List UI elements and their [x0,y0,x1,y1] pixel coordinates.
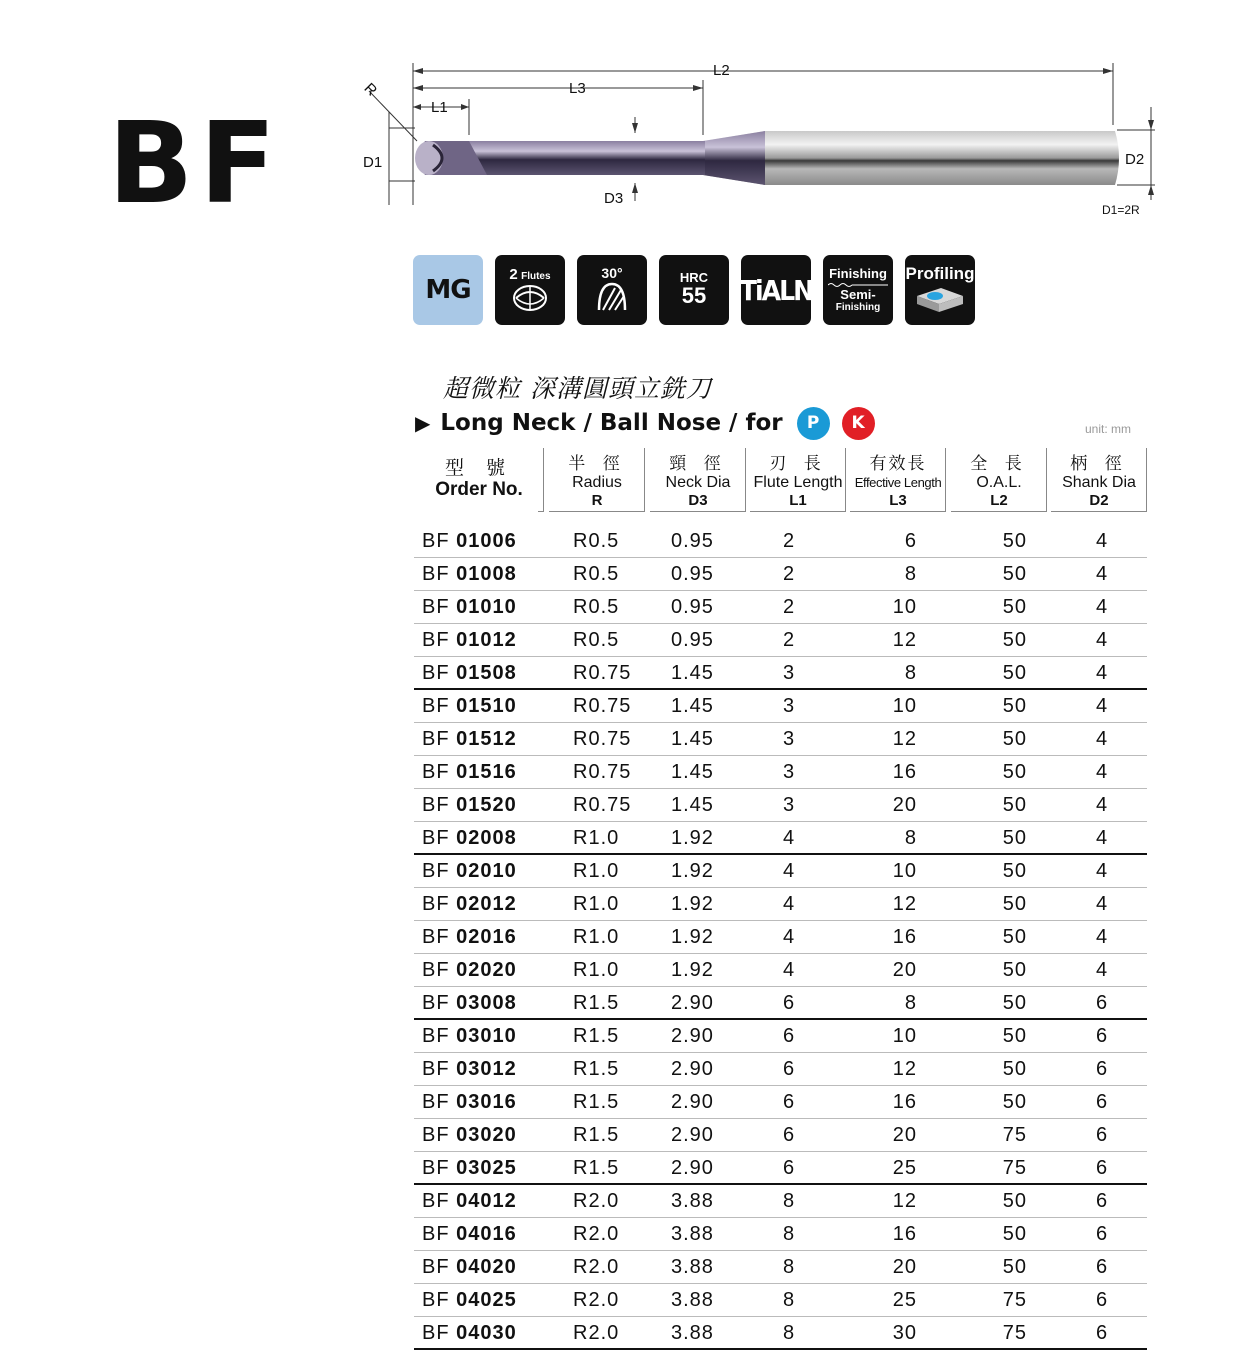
oal-cell: 50 [1002,959,1027,981]
shank-dia-cell: 4 [1096,926,1109,948]
order-number: 03020 [456,1124,517,1146]
label-l3: L3 [569,80,586,97]
oal-cell: 50 [1002,530,1027,552]
oal-cell: 50 [1002,662,1027,684]
table-row [414,723,1147,756]
order-no-cell [422,624,517,657]
order-prefix: BF [422,530,450,552]
effective-length-cell: 10 [892,695,917,717]
flute-length-cell: 4 [783,959,796,981]
neck-dia-cell: 2.90 [671,1025,714,1047]
header-neck-dia: 頸 徑 Neck Dia D3 [650,448,746,512]
shank-dia-cell: 4 [1096,893,1109,915]
order-number: 03016 [456,1091,517,1113]
table-row [414,1086,1147,1119]
effective-length-cell: 16 [892,761,917,783]
shank-dia-cell: 4 [1096,794,1109,816]
order-no-cell [422,789,517,822]
order-prefix: BF [422,629,450,651]
coating-badge: TiALN [741,255,811,325]
order-no-cell [422,657,517,690]
flutes-icon [511,282,549,314]
oal-cell: 50 [1002,1256,1027,1278]
table-row [414,1185,1147,1218]
order-number: 01512 [456,728,517,750]
table-row [414,1218,1147,1251]
order-number: 01520 [456,794,517,816]
oal-cell: 50 [1002,860,1027,882]
order-number: 04012 [456,1190,517,1212]
radius-cell: R0.75 [573,728,632,750]
table-row [414,888,1147,921]
flute-length-cell: 3 [783,662,796,684]
order-prefix: BF [422,1058,450,1080]
shank-dia-cell: 4 [1096,629,1109,651]
order-no-cell [422,1086,517,1119]
effective-length-cell: 8 [904,662,917,684]
order-no-cell [422,525,517,558]
order-no-cell [422,1284,517,1317]
title-english-text: Long Neck / Ball Nose / for [440,410,783,436]
radius-cell: R0.75 [573,794,632,816]
oal-cell: 75 [1002,1322,1027,1344]
oal-cell: 50 [1002,695,1027,717]
oal-cell: 75 [1002,1289,1027,1311]
table-row [414,1152,1147,1185]
shank-dia-cell: 6 [1096,1058,1109,1080]
flute-length-cell: 6 [783,1124,796,1146]
order-no-cell [422,558,517,591]
order-prefix: BF [422,1190,450,1212]
order-number: 02010 [456,860,517,882]
order-number: 01008 [456,563,517,585]
order-number: 01012 [456,629,517,651]
shank-dia-cell: 4 [1096,662,1109,684]
order-number: 04030 [456,1322,517,1344]
order-prefix: BF [422,1091,450,1113]
flute-length-cell: 6 [783,992,796,1014]
order-no-cell [422,1020,517,1053]
order-prefix: BF [422,662,450,684]
flute-length-cell: 4 [783,926,796,948]
effective-length-cell: 20 [892,1256,917,1278]
neck-dia-cell: 0.95 [671,596,714,618]
effective-length-cell: 16 [892,1091,917,1113]
radius-cell: R2.0 [573,1256,620,1278]
neck-dia-cell: 0.95 [671,530,714,552]
order-no-cell [422,1218,517,1251]
effective-length-cell: 10 [892,860,917,882]
neck-dia-cell: 2.90 [671,1058,714,1080]
radius-cell: R1.5 [573,1058,620,1080]
shank-dia-cell: 6 [1096,1025,1109,1047]
radius-cell: R0.5 [573,563,620,585]
neck-dia-cell: 1.45 [671,662,714,684]
order-prefix: BF [422,959,450,981]
effective-length-cell: 12 [892,629,917,651]
oal-cell: 50 [1002,893,1027,915]
neck-dia-cell: 1.45 [671,794,714,816]
flute-length-cell: 3 [783,695,796,717]
table-row [414,558,1147,591]
spec-table [414,448,1147,1350]
order-prefix: BF [422,1025,450,1047]
shank-dia-cell: 6 [1096,1289,1109,1311]
oal-cell: 75 [1002,1157,1027,1179]
shank-dia-cell: 4 [1096,761,1109,783]
effective-length-cell: 25 [892,1157,917,1179]
neck-dia-cell: 3.88 [671,1256,714,1278]
neck-dia-cell: 1.45 [671,728,714,750]
header-effective-length: 有效長 Effective Length L3 [850,448,946,512]
order-prefix: BF [422,992,450,1014]
oal-cell: 75 [1002,1124,1027,1146]
oal-cell: 50 [1002,596,1027,618]
order-number: 04020 [456,1256,517,1278]
oal-cell: 50 [1002,992,1027,1014]
order-no-cell [422,1251,517,1284]
table-row [414,690,1147,723]
effective-length-cell: 8 [904,827,917,849]
header-oal: 全 長 O.A.L. L2 [951,448,1047,512]
helix-badge: 30° [577,255,647,325]
neck-dia-cell: 2.90 [671,992,714,1014]
table-row [414,591,1147,624]
shank-dia-cell: 6 [1096,1322,1109,1344]
effective-length-cell: 20 [892,1124,917,1146]
neck-dia-cell: 3.88 [671,1190,714,1212]
order-number: 03025 [456,1157,517,1179]
flute-length-cell: 3 [783,794,796,816]
neck-dia-cell: 3.88 [671,1289,714,1311]
effective-length-cell: 12 [892,893,917,915]
neck-dia-cell: 1.92 [671,827,714,849]
order-number: 01510 [456,695,517,717]
radius-cell: R2.0 [573,1190,620,1212]
order-prefix: BF [422,1289,450,1311]
order-no-cell [422,1152,517,1185]
radius-cell: R2.0 [573,1289,620,1311]
shank-dia-cell: 6 [1096,1223,1109,1245]
order-no-cell [422,888,517,921]
neck-dia-cell: 2.90 [671,1124,714,1146]
oal-cell: 50 [1002,629,1027,651]
order-no-cell [422,690,517,723]
radius-cell: R1.5 [573,992,620,1014]
material-k-badge: K [842,407,875,440]
table-body [414,525,1147,1350]
order-no-cell [422,1317,517,1350]
flute-length-cell: 6 [783,1091,796,1113]
neck-dia-cell: 1.92 [671,959,714,981]
table-row [414,1119,1147,1152]
label-l2: L2 [713,62,730,79]
radius-cell: R1.5 [573,1091,620,1113]
flute-length-cell: 2 [783,563,796,585]
radius-cell: R1.5 [573,1124,620,1146]
effective-length-cell: 25 [892,1289,917,1311]
flute-length-cell: 2 [783,629,796,651]
table-row [414,1317,1147,1350]
order-no-cell [422,1119,517,1152]
order-no-cell [422,987,517,1020]
order-prefix: BF [422,1256,450,1278]
series-title: BF [108,99,282,229]
effective-length-cell: 20 [892,959,917,981]
label-r: R [360,79,381,100]
shank-dia-cell: 4 [1096,563,1109,585]
order-prefix: BF [422,728,450,750]
hardness-badge: HRC 55 [659,255,729,325]
radius-cell: R0.5 [573,530,620,552]
radius-cell: R1.0 [573,926,620,948]
neck-dia-cell: 3.88 [671,1223,714,1245]
table-row [414,1284,1147,1317]
title-chinese: 超微粒 深溝圓頭立銑刀 [443,374,712,403]
order-no-cell [422,921,517,954]
table-header [414,448,1147,512]
table-row [414,525,1147,558]
oal-cell: 50 [1002,563,1027,585]
play-triangle-icon: ▶ [415,411,431,435]
table-row [414,987,1147,1020]
flutes-badge [495,255,565,325]
radius-cell: R0.75 [573,662,632,684]
order-number: 02012 [456,893,517,915]
order-prefix: BF [422,1322,450,1344]
flute-length-cell: 6 [783,1157,796,1179]
table-row [414,657,1147,690]
flute-length-cell: 6 [783,1058,796,1080]
radius-cell: R1.0 [573,860,620,882]
flute-length-cell: 8 [783,1223,796,1245]
neck-dia-cell: 1.45 [671,695,714,717]
shank-dia-cell: 4 [1096,695,1109,717]
effective-length-cell: 12 [892,1190,917,1212]
radius-cell: R0.75 [573,761,632,783]
neck-dia-cell: 2.90 [671,1157,714,1179]
effective-length-cell: 10 [892,596,917,618]
neck-dia-cell: 1.45 [671,761,714,783]
order-no-cell [422,591,517,624]
flutes-label: 2 Flutes [509,265,551,283]
table-row [414,954,1147,987]
order-number: 03010 [456,1025,517,1047]
neck-dia-cell: 0.95 [671,629,714,651]
feature-badges [413,255,975,325]
label-d1-note: D1=2R [1102,203,1140,217]
effective-length-cell: 8 [904,563,917,585]
order-no-cell [422,822,517,855]
order-prefix: BF [422,596,450,618]
oal-cell: 50 [1002,1091,1027,1113]
radius-cell: R0.5 [573,629,620,651]
flute-length-cell: 4 [783,827,796,849]
order-no-cell [422,954,517,987]
order-number: 02020 [456,959,517,981]
flute-length-cell: 3 [783,761,796,783]
finishing-badge: Finishing Semi- Finishing [823,255,893,325]
shank-dia-cell: 4 [1096,530,1109,552]
order-number: 01010 [456,596,517,618]
order-number: 04025 [456,1289,517,1311]
label-d3: D3 [604,190,624,207]
oal-cell: 50 [1002,794,1027,816]
order-no-cell [422,723,517,756]
oal-cell: 50 [1002,1058,1027,1080]
effective-length-cell: 16 [892,1223,917,1245]
radius-cell: R1.0 [573,893,620,915]
flute-length-cell: 3 [783,728,796,750]
label-d1: D1 [363,154,383,171]
header-radius: 半 徑 Radius R [549,448,645,512]
effective-length-cell: 12 [892,1058,917,1080]
flute-length-cell: 4 [783,893,796,915]
order-number: 01006 [456,530,517,552]
oal-cell: 50 [1002,1025,1027,1047]
oal-cell: 50 [1002,827,1027,849]
table-row [414,789,1147,822]
table-row [414,855,1147,888]
order-no-cell [422,1185,517,1218]
order-number: 03008 [456,992,517,1014]
shank-dia-cell: 4 [1096,728,1109,750]
shank-dia-cell: 6 [1096,1091,1109,1113]
order-prefix: BF [422,1157,450,1179]
flute-length-cell: 6 [783,1025,796,1047]
neck-dia-cell: 0.95 [671,563,714,585]
order-prefix: BF [422,827,450,849]
oal-cell: 50 [1002,926,1027,948]
oal-cell: 50 [1002,1223,1027,1245]
oal-cell: 50 [1002,1190,1027,1212]
order-number: 02008 [456,827,517,849]
neck-dia-cell: 2.90 [671,1091,714,1113]
label-d2: D2 [1125,151,1145,168]
order-number: 03012 [456,1058,517,1080]
neck-dia-cell: 3.88 [671,1322,714,1344]
table-row [414,1053,1147,1086]
order-no-cell [422,855,517,888]
effective-length-cell: 20 [892,794,917,816]
effective-length-cell: 10 [892,1025,917,1047]
shank-dia-cell: 6 [1096,1190,1109,1212]
radius-cell: R1.0 [573,827,620,849]
neck-dia-cell: 1.92 [671,893,714,915]
table-row [414,1020,1147,1053]
radius-cell: R0.5 [573,596,620,618]
profiling-icon [913,282,967,312]
shank-dia-cell: 6 [1096,1157,1109,1179]
table-row [414,822,1147,855]
title-english [415,404,875,442]
order-no-cell [422,1053,517,1086]
effective-length-cell: 12 [892,728,917,750]
header-flute-length: 刃 長 Flute Length L1 [750,448,846,512]
flute-length-cell: 2 [783,530,796,552]
oal-cell: 50 [1002,728,1027,750]
shank-dia-cell: 4 [1096,827,1109,849]
order-prefix: BF [422,1223,450,1245]
shank-dia-cell: 6 [1096,1124,1109,1146]
radius-cell: R1.5 [573,1157,620,1179]
header-shank-dia: 柄 徑 Shank Dia D2 [1051,448,1147,512]
order-prefix: BF [422,794,450,816]
shank-dia-cell: 4 [1096,860,1109,882]
unit-label: unit: mm [1085,422,1132,436]
table-row [414,1251,1147,1284]
order-no-cell [422,756,517,789]
order-prefix: BF [422,926,450,948]
order-prefix: BF [422,563,450,585]
effective-length-cell: 6 [904,530,917,552]
radius-cell: R2.0 [573,1322,620,1344]
order-prefix: BF [422,1124,450,1146]
material-badge: MG [413,255,483,325]
shank-dia-cell: 4 [1096,959,1109,981]
neck-dia-cell: 1.92 [671,926,714,948]
radius-cell: R1.0 [573,959,620,981]
helix-icon [595,280,629,314]
tool-dimension-diagram [355,55,1175,225]
order-number: 02016 [456,926,517,948]
flute-length-cell: 8 [783,1322,796,1344]
radius-cell: R0.75 [573,695,632,717]
profiling-badge: Profiling [905,255,975,325]
order-prefix: BF [422,761,450,783]
radius-cell: R2.0 [573,1223,620,1245]
effective-length-cell: 30 [892,1322,917,1344]
neck-dia-cell: 1.92 [671,860,714,882]
order-prefix: BF [422,860,450,882]
material-p-badge: P [797,407,830,440]
order-number: 01508 [456,662,517,684]
table-row [414,756,1147,789]
flute-length-cell: 4 [783,860,796,882]
oal-cell: 50 [1002,761,1027,783]
order-prefix: BF [422,695,450,717]
flute-length-cell: 8 [783,1289,796,1311]
shank-dia-cell: 4 [1096,596,1109,618]
shank-dia-cell: 6 [1096,992,1109,1014]
effective-length-cell: 8 [904,992,917,1014]
table-row [414,921,1147,954]
radius-cell: R1.5 [573,1025,620,1047]
label-l1: L1 [431,99,448,116]
flute-length-cell: 8 [783,1256,796,1278]
order-prefix: BF [422,893,450,915]
header-order: 型 號 Order No. [414,448,544,512]
flute-length-cell: 2 [783,596,796,618]
order-number: 01516 [456,761,517,783]
shank-dia-cell: 6 [1096,1256,1109,1278]
effective-length-cell: 16 [892,926,917,948]
table-row [414,624,1147,657]
order-number: 04016 [456,1223,517,1245]
flute-length-cell: 8 [783,1190,796,1212]
